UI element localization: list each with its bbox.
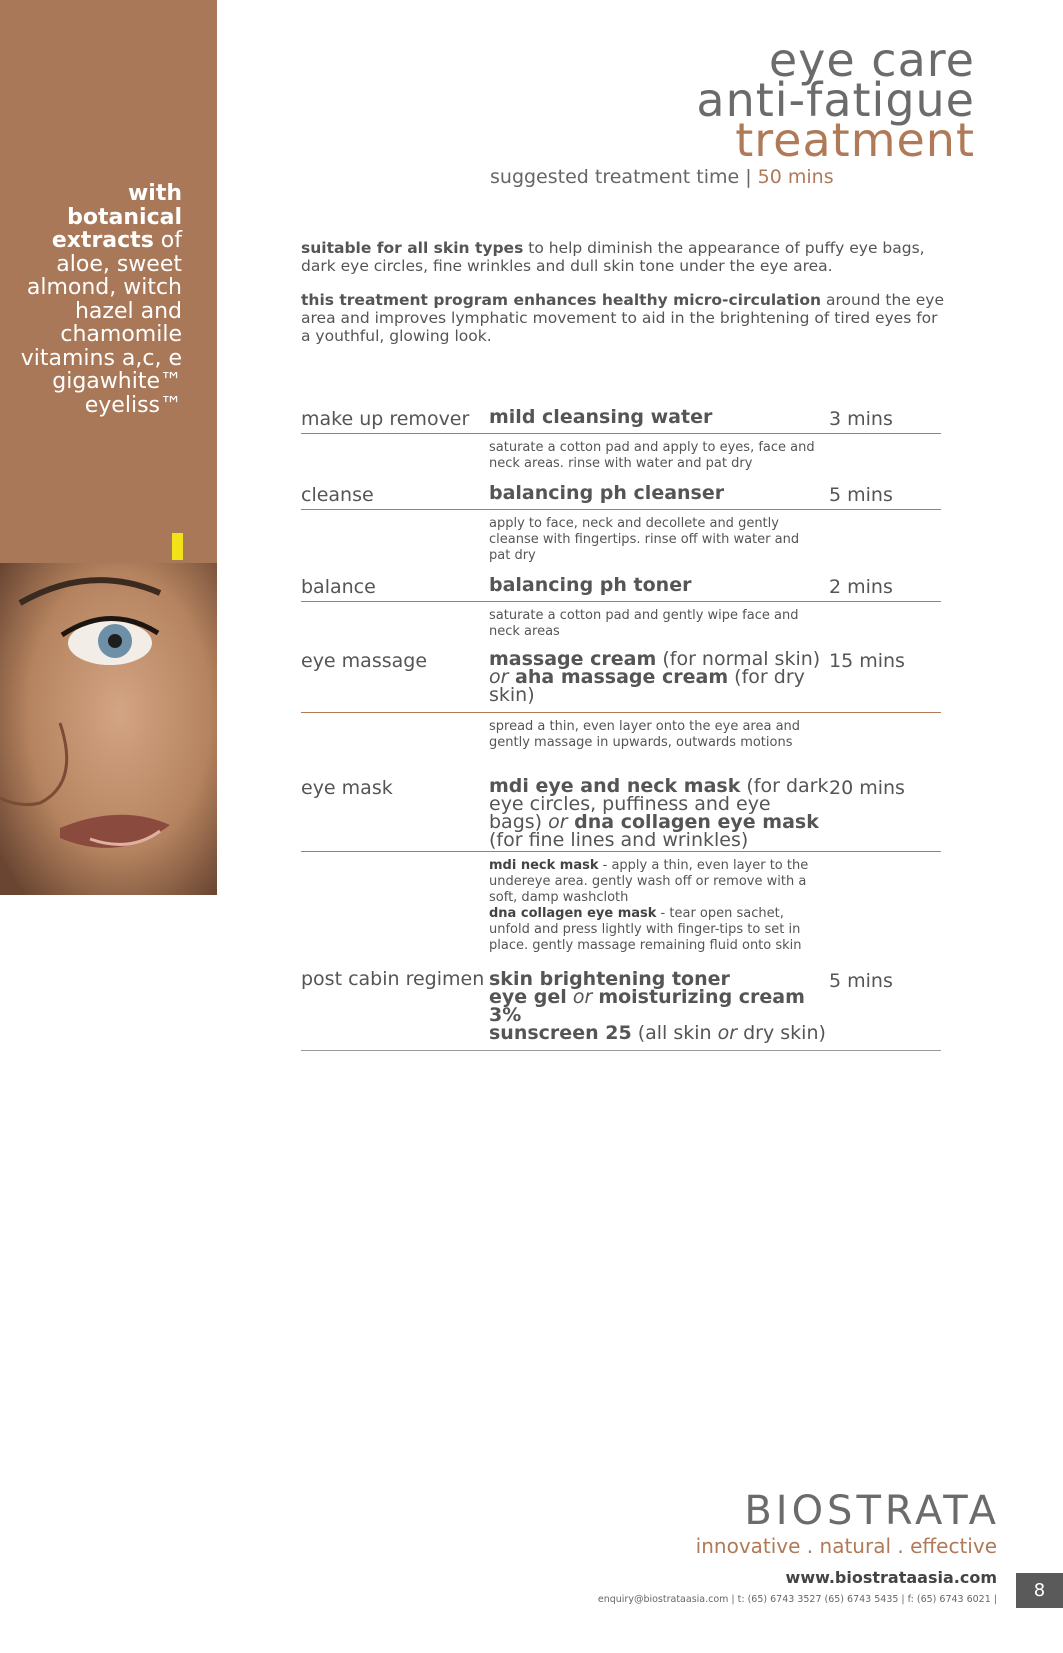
product-note: (for dark eye circles, puffiness and eye bags) [489, 775, 829, 833]
step-balance [301, 576, 941, 650]
intro-highlight-2: this treatment program enhances healthy micro-circulation [301, 291, 822, 309]
treatment-time [490, 166, 834, 188]
product-name: mdi eye and neck mask [489, 775, 741, 797]
treatment-steps [301, 408, 941, 1051]
product-name: sunscreen 25 [489, 1022, 632, 1044]
step-time: 3 mins [829, 408, 893, 430]
step-description: saturate a cotton pad and apply to eyes, face and neck areas. rinse with water and pat dry [489, 440, 815, 471]
step-product [489, 484, 829, 506]
product-note: (for dry skin) [489, 666, 805, 706]
step-product [489, 408, 829, 430]
product-or: or [548, 811, 568, 833]
title-line-3: treatment [735, 113, 975, 167]
step-time: 15 mins [829, 650, 905, 672]
desc-product: mdi neck mask [489, 858, 599, 873]
step-name: post cabin regimen [301, 968, 485, 990]
step-eye-mask [301, 777, 941, 970]
product-name: balancing ph cleanser [489, 482, 725, 504]
desc-text: - apply a thin, even layer to the undereye area. gently wash off or remove with a soft, damp washcloth [489, 858, 809, 905]
product-note: (for normal skin) [656, 648, 821, 670]
face-photo [0, 563, 217, 895]
ingredient-line: aloe, sweet [56, 251, 182, 277]
ingredient-line: hazel and [74, 298, 182, 324]
step-description [489, 852, 819, 970]
product-name: moisturizing cream 3% [489, 986, 805, 1026]
step-product [489, 576, 829, 598]
product-note: (for fine lines and wrinkles) [489, 829, 749, 851]
brand-logo: BIOSTRATA [744, 1488, 1000, 1534]
step-header [301, 650, 941, 713]
intro-paragraph-2 [301, 291, 951, 345]
product-or: or [489, 666, 509, 688]
product-note: (all skin [631, 1022, 718, 1044]
step-product [489, 777, 829, 849]
step-time: 5 mins [829, 970, 893, 992]
step-name: eye mask [301, 777, 393, 799]
product-name: skin brightening toner [489, 968, 730, 990]
step-post-cabin-regimen [301, 970, 941, 1051]
ingredient-line: eyeliss™ [84, 392, 182, 418]
step-name: balance [301, 576, 376, 598]
step-header [301, 484, 941, 510]
ingredient-line: with [127, 181, 182, 206]
treatment-time-value: 50 mins [757, 166, 834, 188]
product-note: dry skin) [737, 1022, 826, 1044]
website-link[interactable]: www.biostrataasia.com [785, 1568, 997, 1587]
step-description: apply to face, neck and decollete and gently cleanse with fingertips. rinse off with water and pat dry [489, 516, 800, 563]
treatment-time-label: suggested treatment time | [490, 166, 758, 188]
ingredient-line: extracts of [51, 228, 182, 253]
ingredient-line: botanical [67, 204, 182, 230]
intro-body-1: to help diminish the appearance of puffy eye bags, dark eye circles, fine wrinkles and dull skin tone under the eye area. [301, 239, 925, 275]
step-product [489, 650, 829, 704]
ingredient-line: vitamins a,c, e [20, 345, 182, 371]
step-time: 2 mins [829, 576, 893, 598]
product-or: or [717, 1022, 738, 1044]
product-name: aha massage cream [508, 666, 729, 688]
desc-product: dna collagen eye mask [489, 906, 657, 921]
intro-body-2: around the eye area and improves lymphatic movement to aid in the brightening of tired eyes for a youthful, glowing look. [301, 291, 945, 345]
sidebar-panel [0, 0, 217, 563]
title-line-2: anti-fatigue [696, 73, 975, 127]
step-make-up-remover [301, 408, 941, 484]
step-time: 5 mins [829, 484, 893, 506]
step-name: cleanse [301, 484, 374, 506]
title-line-1: eye care [768, 33, 975, 87]
contact-info: enquiry@biostrataasia.com | t: (65) 6743 3527 (65) 6743 5435 | f: (65) 6743 6021 | [597, 1594, 997, 1605]
product-name: mild cleansing water [489, 406, 713, 428]
intro-paragraph-1 [301, 239, 951, 275]
step-header [301, 970, 941, 1051]
ingredient-line: gigawhite™ [52, 369, 182, 394]
step-header [301, 408, 941, 434]
intro-text [301, 239, 951, 361]
step-name: eye massage [301, 650, 428, 672]
step-header [301, 777, 941, 852]
step-eye-massage [301, 650, 941, 777]
page-number: 8 [1016, 1573, 1063, 1608]
product-name: massage cream [489, 648, 657, 670]
ingredient-line: chamomile [60, 322, 182, 347]
product-name: eye gel [489, 986, 567, 1008]
brand-tagline: innovative . natural . effective [695, 1534, 997, 1558]
product-or: or [572, 986, 593, 1008]
product-name: balancing ph toner [489, 574, 692, 596]
ingredient-line: almond, witch [26, 275, 182, 300]
step-name: make up remover [301, 408, 470, 430]
step-header [301, 576, 941, 602]
step-description: spread a thin, even layer onto the eye area and gently massage in upwards, outwards motions [489, 719, 801, 750]
step-cleanse [301, 484, 941, 576]
product-name: dna collagen eye mask [567, 811, 819, 833]
desc-text: - tear open sachet, unfold and press lightly with finger-tips to set in place. gently massage remaining fluid onto skin [489, 906, 802, 953]
face-illustration [0, 563, 217, 895]
page-title [696, 33, 975, 167]
accent-bar [172, 533, 183, 560]
intro-highlight-1: suitable for all skin types [301, 239, 524, 257]
step-description: saturate a cotton pad and gently wipe face and neck areas [489, 608, 799, 639]
ingredients-list [2, 182, 182, 417]
step-product [489, 970, 829, 1042]
step-time: 20 mins [829, 777, 905, 799]
ingredient-line-bold: extracts [51, 228, 154, 253]
